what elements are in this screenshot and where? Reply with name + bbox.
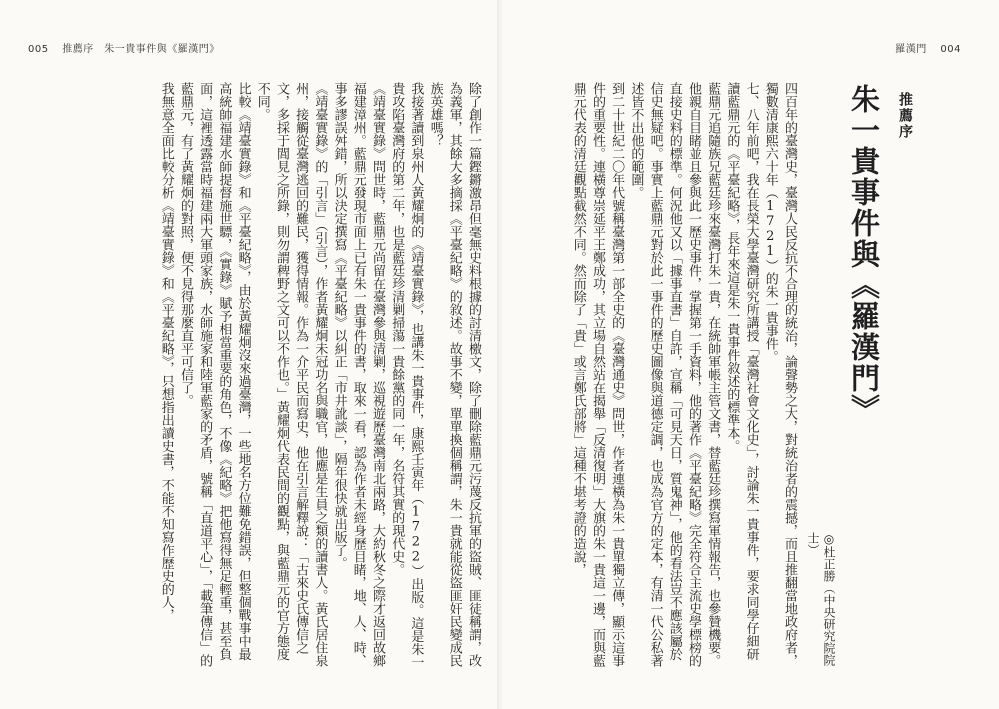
left-paragraph-5: 比較《靖臺實錄》和《平臺紀略》，由於黃耀炯沒來過臺灣，一些地名方位難免錯誤，但整個戰事中最高統帥福建水師提督施世驃，《實錄》賦予相當重要的角色，不像《紀略》把他寫得無足輕重，甚至負面，這裡透露當時福建兩大軍頭家族，水師施家和陸軍藍家的矛盾，號稱「直道平心」，「載筆傳信」的藍鼎元，有了黃耀炯的對照，便不見得那麼直平可信了。: [177, 82, 251, 667]
right-paragraph-2: 七、八年前吧，我在長榮大學臺灣研究所講授「臺灣社會文化史」，討論朱一貴事件，要求同學仔細研讀藍鼎元的《平臺紀略》，長年來這是朱一貴事件敘述的標準本。: [724, 82, 759, 661]
preface-title: 朱一貴事件與《羅漢門》: [847, 84, 881, 425]
right-paragraph-3: 藍鼎元追隨族兄藍廷珍來臺灣打朱一貴，在統帥軍帳主管文書，替藍廷珍撰寫軍情報告，也參贊機要。他親自目睹並且參與此一歷史事件，掌握第一手資料，他的著作《平臺紀略》完全符合主流史學標榜的直接史料的標準。何況他又以「據事直書」自許，宣稱「可見天日，質鬼神」，他的看法豈不應該屬於信史無疑吧。事實上藍鼎元對於此一事件的歷史圖像與道德定調，也成為官方的定本，有清一代公私著述皆不出他的範圍。: [628, 82, 721, 667]
preface-title-block: [807, 82, 927, 682]
left-paragraph-4: 《靖臺實錄》的「引言」（引言），作者黃耀炯未冠功名與職官，他應是生員之類的讀書人。黃氏居住泉州，接觸從臺灣逃回的難民，獲得情報。作為一介平民而寫史，他在引言解釋說：「古來史氏傳信之文，多採于閭見之所錄，則勿謂稗野之文可以不作也。」黃耀炯代表民間的觀點，與藍鼎元的官方態度不同。: [254, 82, 328, 667]
right-paragraph-1: 四百年的臺灣史，臺灣人民反抗不合理的統治，論聲勢之大，對統治者的震撼，而且推翻當地政府者，獨數清康熙六十年（1721）的朱一貴事件。: [762, 82, 797, 667]
left-paragraph-2: 我接著讀到泉州人黃耀炯的《靖臺實錄》，也講朱一貴事件，康熙壬寅年（1722）出版。這是朱一貴攻陷臺灣府的第二年，也是藍廷珍清剿掃蕩一貴餘黨的同一年，名符其實的現代史。: [389, 82, 424, 669]
left-paragraph-6: 我無意全面比較分析《靖臺實錄》和《平臺紀略》，只想指出讀史書，不能不知寫作歷史的人，: [158, 82, 174, 622]
left-body-text: [60, 82, 483, 672]
right-body-text: [527, 82, 799, 672]
left-running-title: 推薦序 朱一貴事件與《羅漢門》: [62, 44, 220, 55]
left-page-header: [28, 40, 230, 55]
right-page: [527, 82, 927, 682]
right-running-title: 羅漢門: [895, 44, 927, 55]
right-paragraph-4: 到二十世紀二〇年代號稱臺灣第一部全史的《臺灣通史》問世，作者連橫為朱一貴單獨立傳，顯示這事件的重要性。連橫尊崇延平王鄭成功，其立場自然站在揭舉「反清復明」大旗的朱一貴這一邊，而與藍鼎元代表的清廷觀點截然不同。然而除了「貴」或言鄭氏部將」這種不堪考證的造說，: [570, 82, 625, 667]
page-gutter: [497, 0, 503, 709]
left-page: [60, 82, 483, 682]
left-paragraph-1: 除了創作一篇鏗鏘激昂但毫無史料根據的討清檄文，除了刪除藍鼎元污蔑反抗軍的盜賊、匪徒稱謂，改為義軍，其餘大多摘採《平臺紀略》的敘述。故事不變，單單換個稱謂，朱一貴就能從盜匪奸民變成民族英雄嗎？: [427, 82, 481, 667]
right-page-number: 004: [940, 44, 961, 55]
right-page-header: [895, 40, 971, 55]
preface-label: 推薦序: [897, 92, 913, 140]
left-paragraph-3: 《靖臺實錄》問世時，藍鼎元尚留在臺灣參與清剿，巡視遊歷臺灣南北兩路，大約秋冬之際才返回故鄉福建漳州。藍鼎元發現市面上已有朱一貴事件的書，取來一看，認為作者未經身歷目睹，地、人、時、事多謬誤舛錯，所以決定撰寫《平臺紀略》以糾正「市井訛談」，隔年很快就出版了。: [331, 82, 385, 667]
left-page-number: 005: [28, 44, 49, 55]
preface-author: ◎杜正勝（中央研究院院士）: [806, 532, 836, 666]
